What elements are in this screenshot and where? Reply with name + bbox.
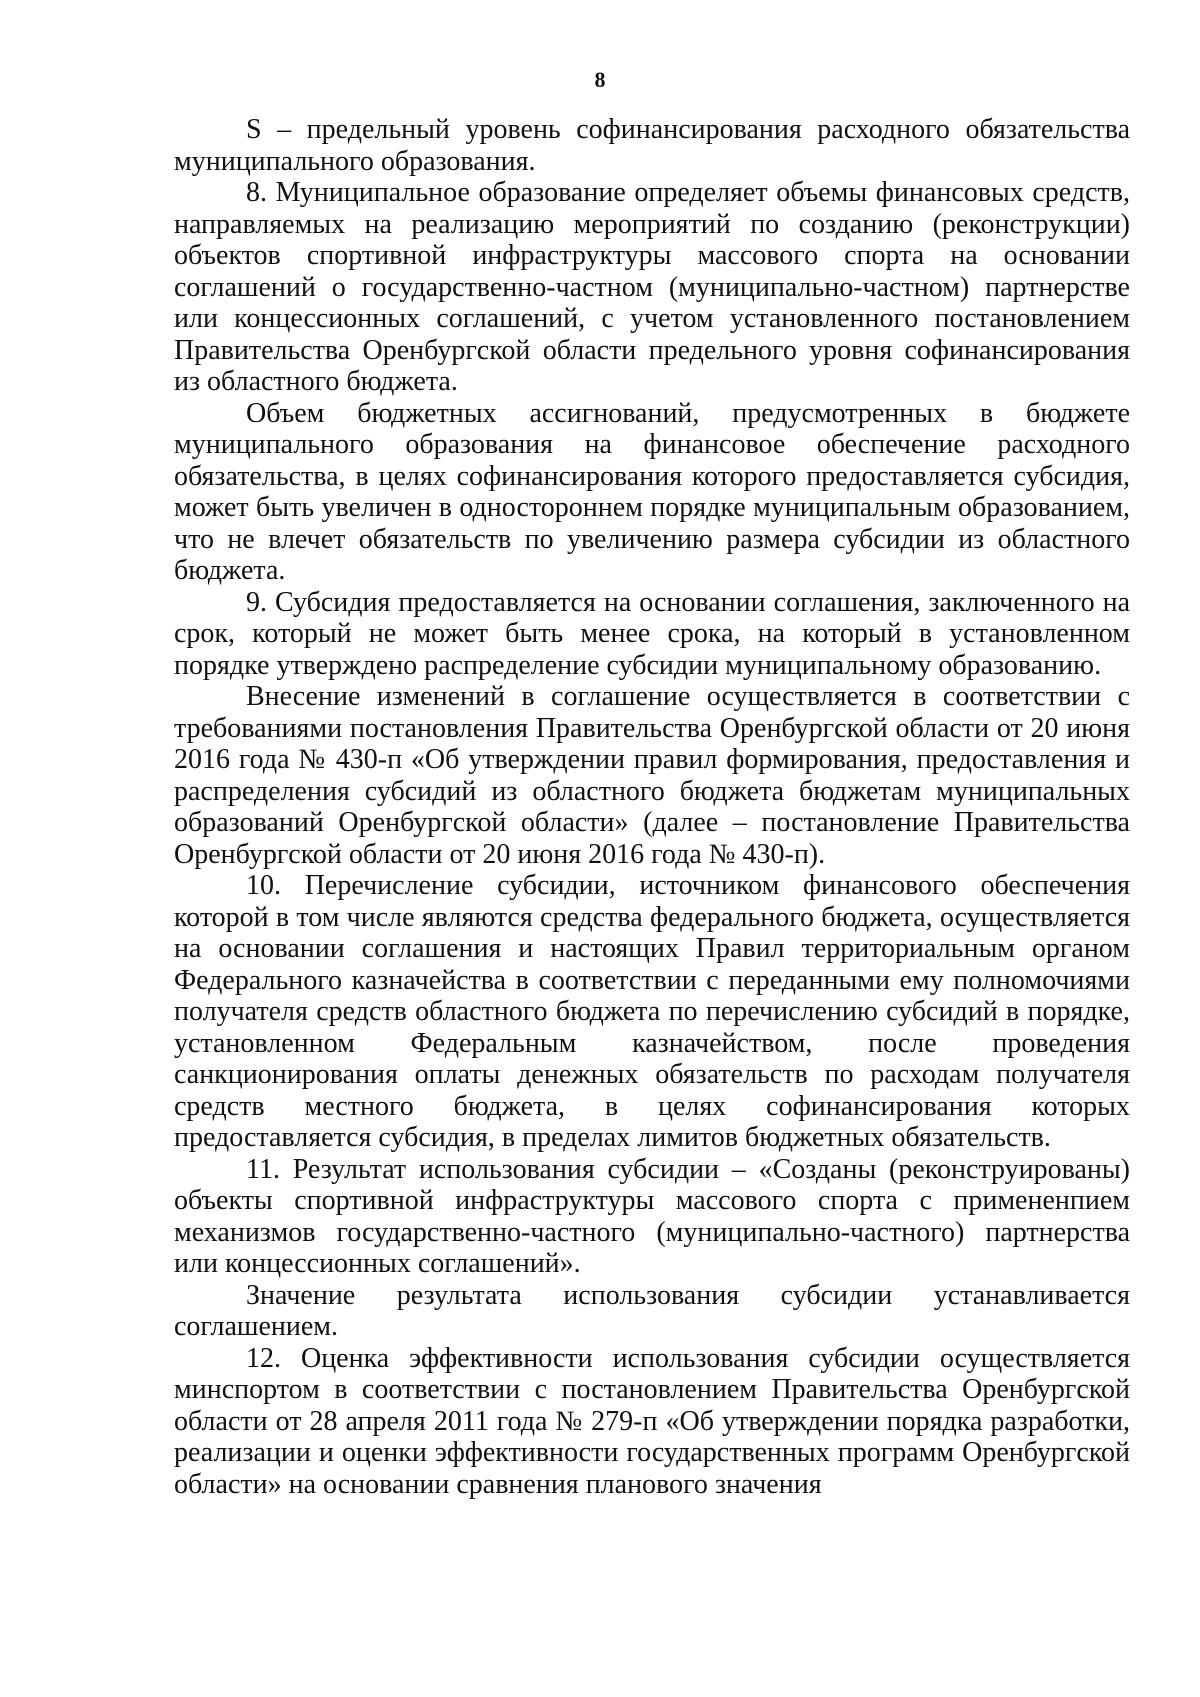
paragraph-item-10: 10. Перечисление субсидии, источником финансового обеспечения которой в том числе являются средства федерального бюджета, осуществляется на основании соглашения и настоящих Правил территориальным органом Федерального казначейства в соответствии с переданными ему полномочиями получателя средств областного бюджета по перечислению субсидий в порядке, установленном Федеральным казначейством, после проведения санкционирования оплаты денежных обязательств по расходам получателя средств местного бюджета, в целях софинансирования которых предоставляется субсидия, в пределах лимитов бюджетных обязательств. <box>174 870 1130 1153</box>
paragraph-item-8: 8. Муниципальное образование определяет объемы финансовых средств, направляемых на реализацию мероприятий по созданию (реконструкции) объектов спортивной инфраструктуры массового спорта на основании соглашений о государственно-частном (муниципально-частном) партнерстве или концессионных соглашений, с учетом установленного постановлением Правительства Оренбургской области предельного уровня софинансирования из областного бюджета. <box>174 177 1130 397</box>
paragraph-budget-allocations: Объем бюджетных ассигнований, предусмотренных в бюджете муниципального образования на финансовое обеспечение расходного обязательства, в целях софинансирования которого предоставляется субсидия, может быть увеличен в одностороннем порядке муниципальным образованием, что не влечет обязательств по увеличению размера субсидии из областного бюджета. <box>174 397 1130 586</box>
paragraph-s-definition: S – предельный уровень софинансирования расходного обязательства муниципального образования. <box>174 114 1130 177</box>
paragraph-result-value: Значение результата использования субсидии устанавливается соглашением. <box>174 1279 1130 1342</box>
document-body <box>174 114 1130 1500</box>
paragraph-agreement-changes: Внесение изменений в соглашение осуществляется в соответствии с требованиями постановления Правительства Оренбургской области от 20 июня 2016 года № 430-п «Об утверждении правил формирования, предоставления и распределения субсидий из областного бюджета бюджетам муниципальных образований Оренбургской области» (далее – постановление Правительства Оренбургской области от 20 июня 2016 года № 430-п). <box>174 681 1130 870</box>
paragraph-item-9: 9. Субсидия предоставляется на основании соглашения, заключенного на срок, который не может быть менее срока, на который в установленном порядке утверждено распределение субсидии муниципальному образованию. <box>174 586 1130 681</box>
paragraph-item-11: 11. Результат использования субсидии – «Созданы (реконструированы) объекты спортивной инфраструктуры массового спорта с примененпием механизмов государственно-частного (муниципально-частного) партнерства или концессионных соглашений». <box>174 1153 1130 1279</box>
paragraph-item-12: 12. Оценка эффективности использования субсидии осуществляется минспортом в соответствии с постановлением Правительства Оренбургской области от 28 апреля 2011 года № 279-п «Об утверждении порядка разработки, реализации и оценки эффективности государственных программ Оренбургской области» на основании сравнения планового значения <box>174 1342 1130 1500</box>
page-number: 8 <box>594 67 606 92</box>
